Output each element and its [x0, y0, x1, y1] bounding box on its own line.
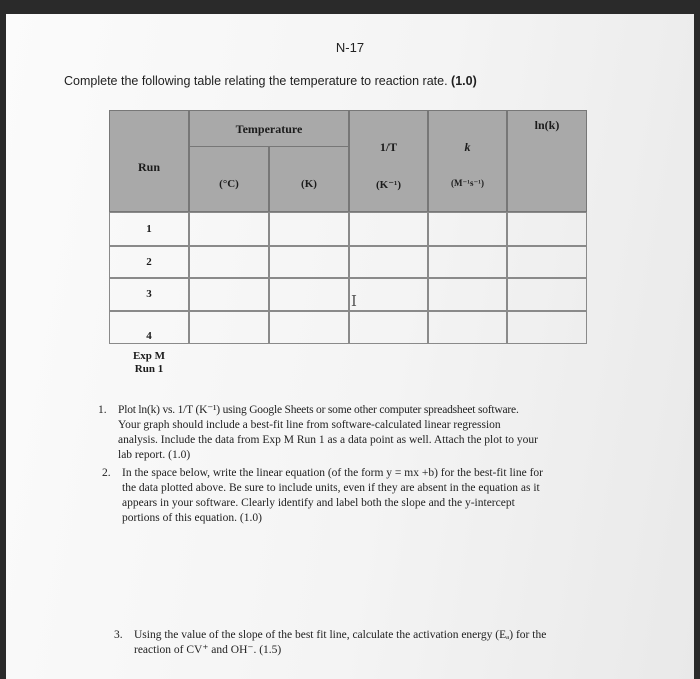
row-4-label: 4: [146, 330, 152, 342]
row-3-label: 3: [146, 288, 152, 300]
row-3-lnk[interactable]: [507, 278, 587, 311]
header-inv-t-cell: [349, 110, 428, 212]
row-2-lnk[interactable]: [507, 246, 587, 278]
question-3-number: 3.: [114, 629, 123, 641]
row-4-kelvin[interactable]: [269, 311, 349, 344]
header-lnk-label: ln(k): [534, 118, 560, 132]
row-3-k[interactable]: [428, 278, 507, 311]
header-inv-t-unit: (K⁻¹): [376, 179, 401, 191]
instruction-text: Complete the following table relating the temperature to reaction rate.: [64, 74, 448, 88]
page-number: N-17: [335, 40, 365, 55]
question-2: [102, 466, 642, 528]
row-2-k[interactable]: [428, 246, 507, 278]
row-3-celsius[interactable]: [189, 278, 269, 311]
header-inv-t-label: 1/T: [379, 140, 398, 154]
instruction-points: (1.0): [451, 74, 477, 88]
row-1-k[interactable]: [428, 212, 507, 246]
row-4-inv-t[interactable]: [349, 311, 428, 344]
row-1-inv-t[interactable]: [349, 212, 428, 246]
text-cursor-icon: I: [351, 292, 357, 310]
table-instruction: [64, 74, 477, 88]
header-k-unit: (M⁻¹s⁻¹): [451, 178, 484, 188]
row-4-lnk[interactable]: [507, 311, 587, 344]
header-celsius-label: (°C): [219, 178, 239, 190]
row-2-inv-t[interactable]: [349, 246, 428, 278]
row-1-lnk[interactable]: [507, 212, 587, 246]
header-kelvin-label: (K): [301, 178, 317, 190]
question-2-text: In the space below, write the linear equation (of the form y = mx +b) for the best-fit line for the data plotted above. Be sure to include units, even if they are absent in the equation as it appears in your software. Clearly identify and label both the slope and the y-intercept portions of this equation. (1.0): [122, 467, 543, 524]
row-1-kelvin[interactable]: [269, 212, 349, 246]
row-4-celsius[interactable]: [189, 311, 269, 344]
row-3-inv-t[interactable]: [349, 278, 428, 311]
row-1-celsius[interactable]: [189, 212, 269, 246]
row-2-kelvin[interactable]: [269, 246, 349, 278]
question-1: [98, 403, 638, 465]
row-4-k[interactable]: [428, 311, 507, 344]
row-5-label: Exp M Run 1: [132, 350, 166, 375]
header-run-label: Run: [137, 160, 160, 174]
row-1-label: 1: [146, 223, 152, 235]
worksheet-page: [6, 14, 694, 679]
question-2-number: 2.: [102, 467, 111, 479]
question-3-text: Using the value of the slope of the best fit line, calculate the activation energy (Eₐ) for the reaction of CV⁺ and OH⁻. (1.5): [134, 629, 547, 656]
question-1-number: 1.: [98, 404, 107, 416]
header-k-label: k: [464, 140, 471, 154]
row-2-label: 2: [146, 256, 152, 268]
question-3: [114, 628, 654, 660]
header-k-cell: [428, 110, 507, 212]
question-1-text: Plot ln(k) vs. 1/T (K⁻¹) using Google Sheets or some other computer spreadsheet software. Your graph should include a best-fit line from software-calculated linear regression analysis. Include the data from Exp M Run 1 as a data point as well. Attach the plot to your lab report. (1.0): [118, 404, 538, 461]
rate-temperature-table: [109, 110, 587, 378]
row-3-kelvin[interactable]: [269, 278, 349, 311]
header-temperature-label: Temperature: [235, 122, 303, 136]
row-2-celsius[interactable]: [189, 246, 269, 278]
